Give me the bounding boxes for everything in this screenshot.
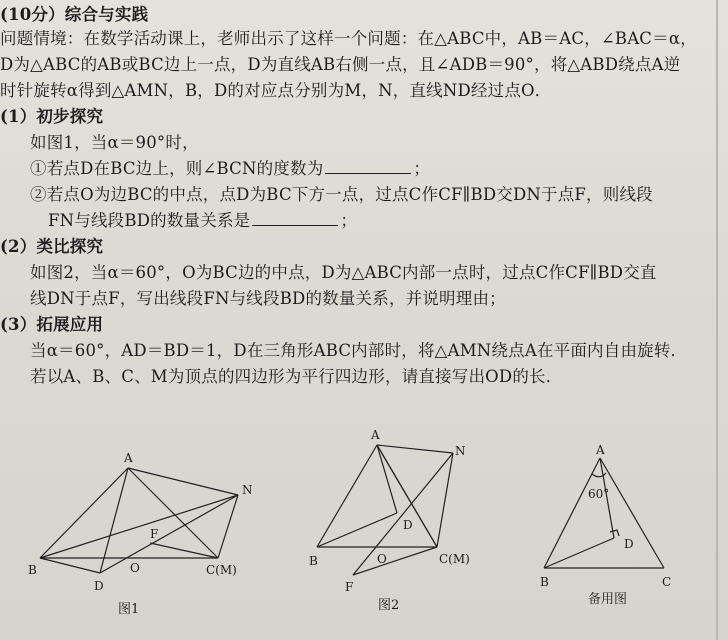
fig2-label-D: D [403,518,413,532]
part1-line1: 如图1，当α＝90°时， [30,133,199,152]
fig3-right-angle-mark [610,530,619,536]
fig3-angle-arc [592,473,606,477]
part3-title: (3）拓展应用 [0,315,104,334]
fig1-label-N: N [242,483,253,497]
part1-q1a-text: ①若点D在BC边上，则∠BCN的度数为 [30,159,324,178]
fig1-label-O: O [130,561,140,575]
fig2-AB [317,445,377,547]
fig1-DN [100,495,238,573]
fig3-label-D: D [624,537,634,551]
fig1-AN [128,468,238,495]
part1-q1a-end: ； [413,159,431,178]
page-edge [716,0,718,640]
fig3-BD [544,538,614,568]
fig3-AB [544,458,600,568]
fig2-AD [377,445,397,513]
intro-line-2: D为△ABC的AB或BC边上一点，D为直线AB右侧一点，且∠ADB＝90°，将△ABD绕点A逆 [0,55,681,74]
fig2-AN [377,445,453,453]
part2-title: (2）类比探究 [0,237,104,256]
fig1-AD [100,468,128,573]
fig2-label-C: C(M) [439,552,470,566]
fig1-label-D: D [94,579,104,593]
part3-line1: 当α＝60°，AD＝BD＝1，D在三角形ABC内部时，将△AMN绕点A在平面内自由旋转． [30,341,688,360]
part1-q1a [30,158,430,180]
answer-blank-1 [325,159,411,174]
figure-1 [20,440,270,620]
part3-line2: 若以A、B、C、M为顶点的四边形为平行四边形，请直接写出OD的长． [30,367,563,386]
part2-line1: 如图2，当α＝60°，O为BC边的中点，D为△ABC内部一点时，过点C作CF∥BD交直 [30,263,657,282]
fig3-label-A: A [596,443,605,457]
fig2-label-B: B [309,554,318,568]
figure-backup [530,440,690,590]
fig1-caption: 图1 [118,602,140,617]
fig3-label-C: C [662,575,672,589]
fig3-angle-label: 60° [588,487,610,501]
fig1-AC [128,468,218,558]
fig1-label-A: A [124,451,133,465]
intro-line-3: 时针旋转α得到△AMN，B，D的对应点分别为M，N，直线ND经过点O． [0,81,552,100]
part1-q1b2-end: ； [340,211,358,230]
part1-q1b: ②若点O为边BC的中点，点D为BC下方一点，过点C作CF∥BD交DN于点F，则线段 [30,185,653,204]
answer-blank-2 [252,211,338,226]
fig1-BD [40,558,100,573]
part1-q1b2-text: FN与线段BD的数量关系是 [48,211,251,230]
fig1-label-C: C(M) [206,563,237,577]
part2-line2: 线DN于点F，写出线段FN与线段BD的数量关系，并说明理由； [30,289,506,308]
fig2-label-N: N [455,444,466,458]
fig2-NF [353,453,453,575]
intro-line-1: 问题情境：在数学活动课上，老师出示了这样一个问题：在△ABC中，AB＝AC，∠BAC＝α， [0,29,697,48]
fig2-label-F: F [345,580,354,594]
figure-2 [305,425,485,605]
problem-header: (10分）综合与实践 [0,5,149,24]
fig1-label-B: B [28,563,37,577]
fig2-caption: 图2 [378,598,400,613]
fig1-label-F: F [150,527,159,541]
fig2-NC [437,453,453,547]
fig2-label-A: A [371,428,380,442]
fig2-label-O: O [377,552,387,566]
part1-q1b2 [48,210,357,232]
fig2-CF [353,547,437,575]
fig3-caption: 备用图 [588,592,628,607]
fig2-BD [317,513,397,547]
fig3-label-B: B [540,575,549,589]
part1-title: (1）初步探究 [0,107,104,126]
fig1-CF [150,543,218,558]
